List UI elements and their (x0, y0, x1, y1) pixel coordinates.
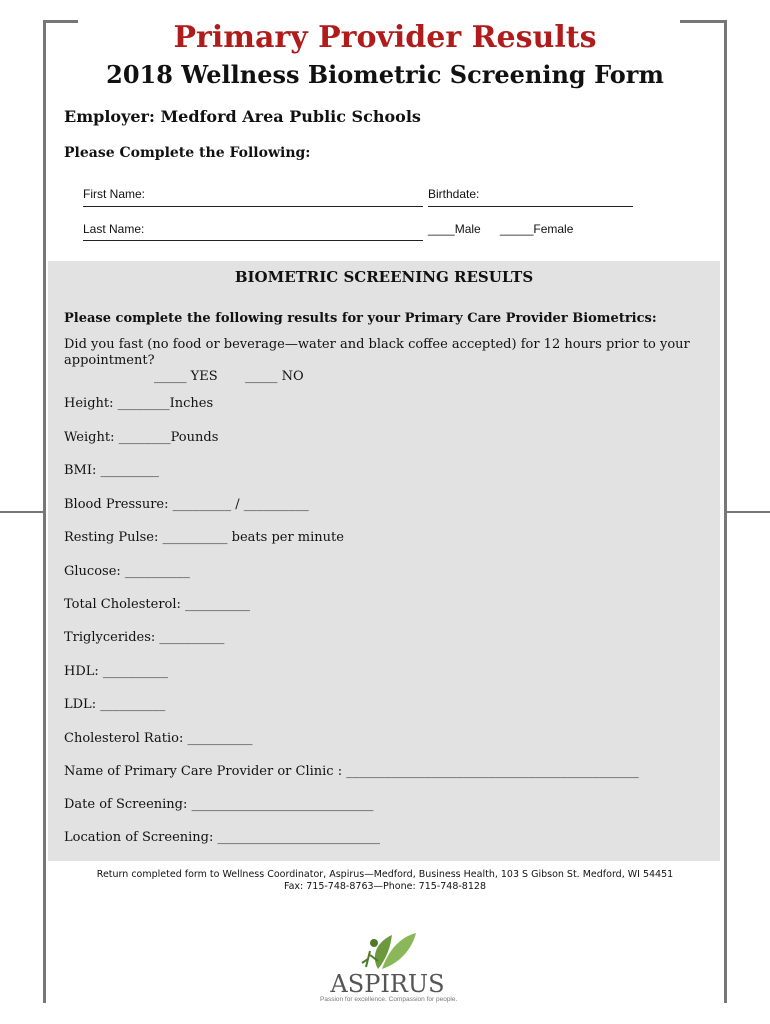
fasting-yes-option[interactable]: _____ YES (154, 369, 218, 384)
page-title: Primary Provider Results (173, 20, 597, 55)
employer-label: Employer: Medford Area Public Schools (64, 107, 421, 126)
male-option[interactable]: ____Male (428, 222, 481, 236)
field-total-cholesterol[interactable]: Total Cholesterol: __________ (64, 597, 251, 612)
field-bmi[interactable]: BMI: _________ (64, 463, 160, 478)
first-name-label: First Name: (83, 187, 146, 201)
last-name-field[interactable] (83, 240, 423, 241)
field-ldl[interactable]: LDL: __________ (64, 697, 166, 712)
logo-tagline: Passion for excellence. Compassion for people. (320, 996, 458, 1003)
fasting-question: Did you fast (no food or beverage—water and black coffee accepted) for 12 hours prior to your appointment? (64, 337, 690, 368)
contact-numbers: Fax: 715-748-8763—Phone: 715-748-8128 (283, 881, 486, 892)
field-cholesterol-ratio[interactable]: Cholesterol Ratio: __________ (64, 731, 253, 746)
first-name-field[interactable] (83, 206, 423, 207)
field-screening-date[interactable]: Date of Screening: ____________________________ (64, 797, 374, 812)
fold-mark-right (724, 511, 770, 513)
female-option[interactable]: _____Female (500, 222, 574, 236)
field-triglycerides[interactable]: Triglycerides: __________ (64, 630, 225, 645)
complete-prompt: Please Complete the Following: (64, 145, 311, 161)
field-height[interactable]: Height: ________Inches (64, 396, 214, 411)
field-screening-location[interactable]: Location of Screening: _________________________ (64, 830, 380, 845)
birthdate-label: Birthdate: (428, 187, 480, 201)
aspirus-logo-text: ASPIRUS (330, 970, 445, 998)
return-instructions: Return completed form to Wellness Coordinator, Aspirus—Medford, Business Health, 103 S Gibson St. Medford, WI 54451 (96, 869, 674, 880)
field-provider-name[interactable]: Name of Primary Care Provider or Clinic : _____________________________________________ (64, 764, 639, 779)
fasting-no-option[interactable]: _____ NO (245, 369, 304, 384)
results-instruction: Please complete the following results for your Primary Care Provider Biometrics: (64, 311, 657, 326)
field-resting-pulse[interactable]: Resting Pulse: __________ beats per minute (64, 530, 344, 545)
field-glucose[interactable]: Glucose: __________ (64, 564, 190, 579)
last-name-label: Last Name: (83, 222, 145, 236)
field-hdl[interactable]: HDL: __________ (64, 664, 168, 679)
field-blood-pressure[interactable]: Blood Pressure: _________ / __________ (64, 497, 309, 512)
birthdate-field[interactable] (428, 206, 633, 207)
field-weight[interactable]: Weight: ________Pounds (64, 430, 219, 445)
results-heading: BIOMETRIC SCREENING RESULTS (234, 268, 534, 286)
fold-mark-left (0, 511, 43, 513)
form-subtitle: 2018 Wellness Biometric Screening Form (106, 60, 664, 89)
